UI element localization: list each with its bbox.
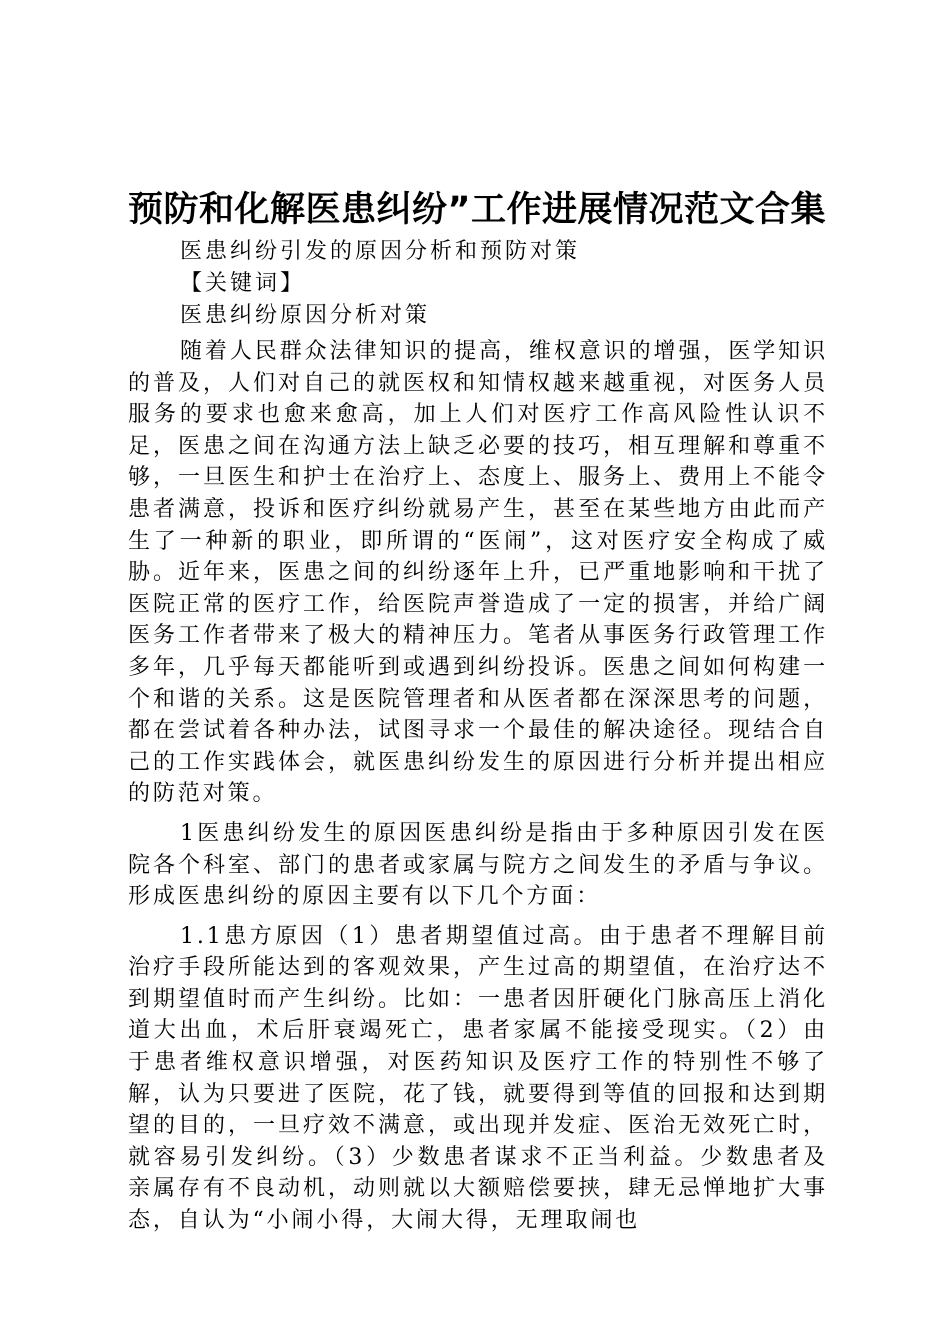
keywords-label: 【关键词】 [180, 271, 306, 296]
document-subtitle: 医患纠纷引发的原因分析和预防对策 [180, 239, 581, 264]
document-title: 预防和化解医患纠纷”工作进展情况范文合集 [128, 190, 827, 230]
paragraph-intro: 随着人民群众法律知识的提高，维权意识的增强，医学知识的普及，人们对自己的就医权和知情权越来越重视，对医务人员服务的要求也愈来愈高，加上人们对医疗工作高风险性认识不足，医患之间在沟通方法上缺乏必要的技巧，相互理解和尊重不够，一旦医生和护士在治疗上、态度上、服务上、费用上不能令患者满意，投诉和医疗纠纷就易产生，甚至在某些地方由此而产生了一种新的职业，即所谓的“医闹”，这对医疗安全构成了威胁。近年来，医患之间的纠纷逐年上升，已严重地影响和干扰了医院正常的医疗工作，给医院声誉造成了一定的损害，并给广阔医务工作者带来了极大的精神压力。笔者从事医务行政管理工作多年，几乎每天都能听到或遇到纠纷投诉。医患之间如何构建一个和谐的关系。这是医院管理者和从医者都在深深思考的问题，都在尝试着各种办法，试图寻求一个最佳的解决途径。现结合自己的工作实践体会，就医患纠纷发生的原因进行分析并提出相应的防范对策。 [128, 339, 828, 807]
paragraph-causes: 1医患纠纷发生的原因医患纠纷是指由于多种原因引发在医院各个科室、部门的患者或家属与院方之间发生的矛盾与争议。形成医患纠纷的原因主要有以下几个方面： [128, 820, 828, 910]
document-body [128, 236, 828, 1237]
paragraph-patient-causes: 1.1患方原因（1）患者期望值过高。由于患者不理解目前治疗手段所能达到的客观效果，产生过高的期望值，在治疗达不到期望值时而产生纠纷。比如：一患者因肝硬化门脉高压上消化道大出血，术后肝衰竭死亡，患者家属不能接受现实。（2）由于患者维权意识增强，对医药知识及医疗工作的特别性不够了解，认为只要进了医院，花了钱，就要得到等值的回报和达到期望的目的，一旦疗效不满意，或出现并发症、医治无效死亡时，就容易引发纠纷。（3）少数患者谋求不正当利益。少数患者及亲属存有不良动机，动则就以大额赔偿要挟，肆无忌惮地扩大事态，自认为“小闹小得，大闹大得，无理取闹也 [128, 923, 828, 1234]
keywords-text: 医患纠纷原因分析对策 [180, 303, 431, 328]
